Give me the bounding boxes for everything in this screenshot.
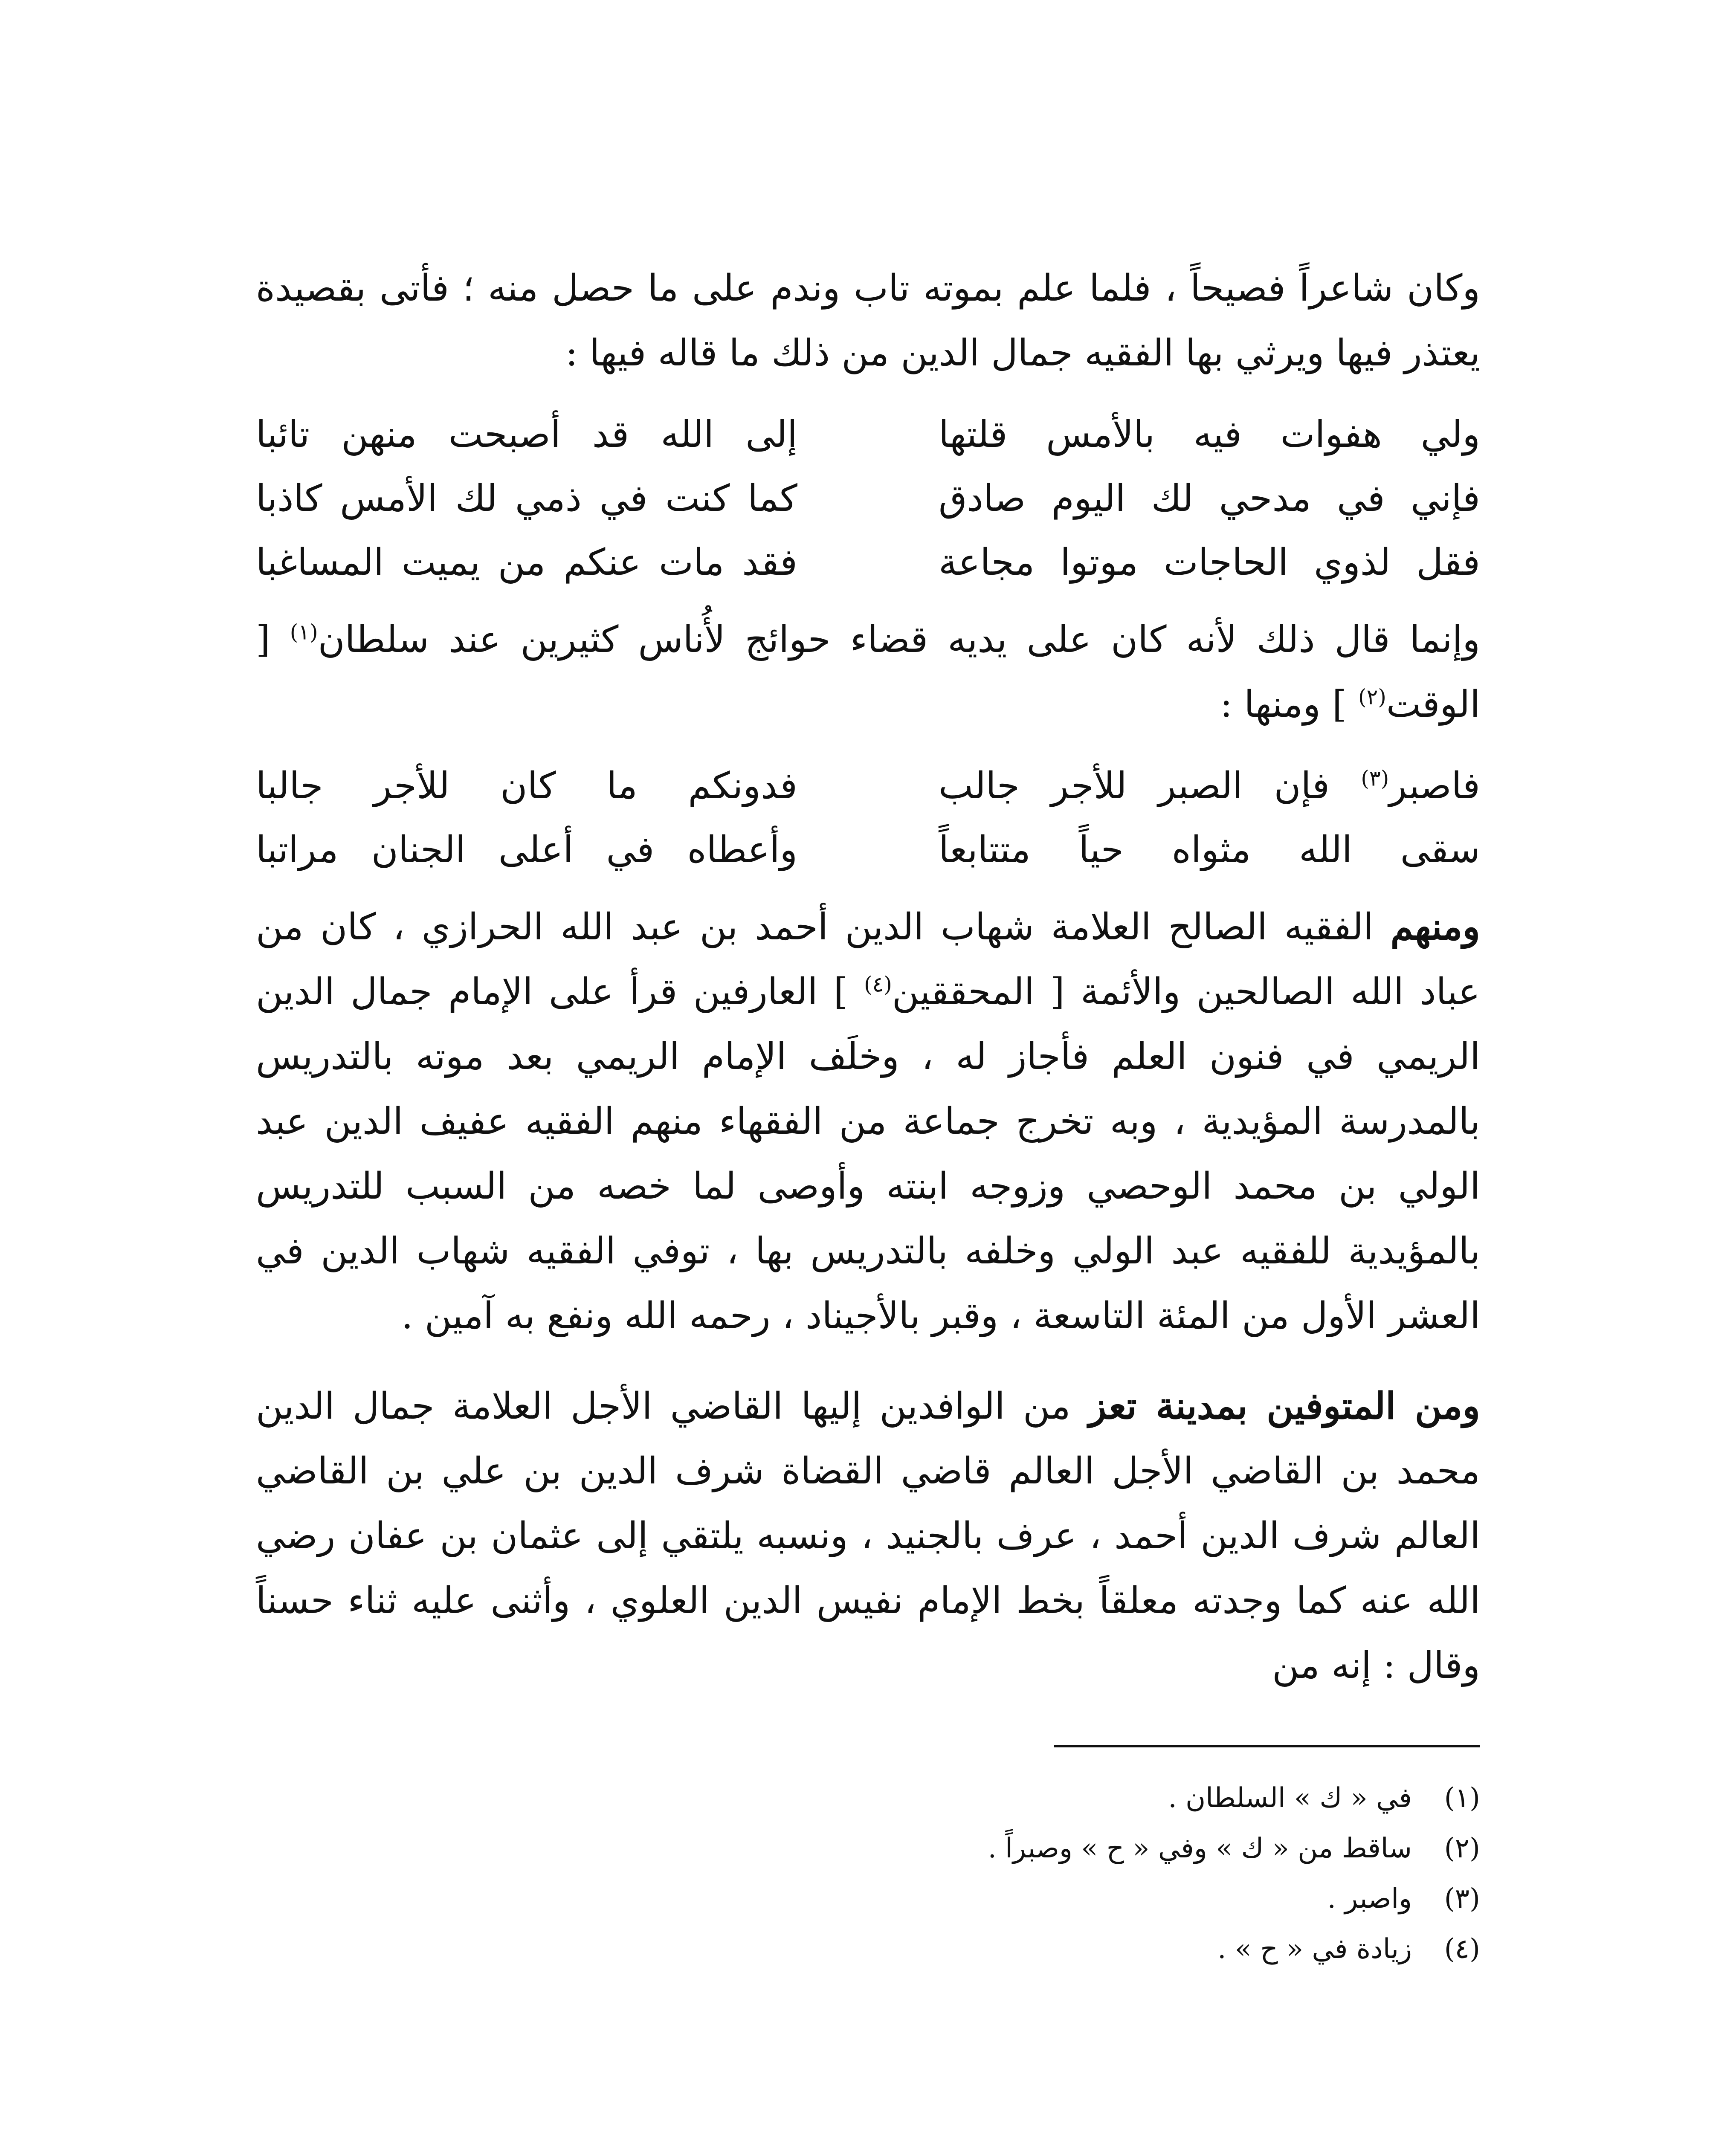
verse-second-half: كما كنت في ذمي لك الأمس كاذبا (256, 477, 797, 520)
paragraph-intro: وكان شاعراً فصيحاً ، فلما علم بموته تاب وندم على ما حصل منه ؛ فأتى بقصيدة يعتذر فيها ويرثي بها الفقيه جمال الدين من ذلك ما قاله فيها : (256, 267, 1480, 374)
verse-line (256, 754, 1480, 818)
footnote (256, 1823, 1480, 1874)
footnotes (256, 1773, 1480, 1974)
verse-second-half: فقد مات عنكم من يميت المساغبا (256, 541, 797, 584)
paragraph-harazi (256, 895, 1480, 1348)
verse-second-half: إلى الله قد أصبحت منهن تائبا (256, 413, 797, 456)
footnote-text: ساقط من « ك » وفي « ح » وصبراً . (988, 1833, 1412, 1864)
verse-first-half: فإني في مدحي لك اليوم صادق (939, 477, 1480, 520)
footnote-number: (١) (1444, 1782, 1480, 1814)
footnote (256, 1773, 1480, 1823)
verse-first-half: سقى الله مثواه حياً متتابعاً (939, 828, 1480, 871)
footnote-text: في « ك » السلطان . (1168, 1782, 1412, 1814)
verse-text: فاصبر (1389, 765, 1480, 807)
paragraph-text: من الوافدين إليها القاضي الأجل العلامة جمال الدين محمد بن القاضي الأجل العالم قاضي القضاة شرف الدين بن علي بن القاضي العالم شرف الدين أحمد ، عرف بالجنيد ، ونسبه يلتقي إلى عثمان بن عفان رضي الله عنه كما وجدته معلقاً بخط الإمام نفيس الدين العلوي ، وأثنى عليه ثناء حسناً وقال : إنه من (256, 1385, 1480, 1687)
paragraph-text: الفقيه الصالح العلامة شهاب الدين أحمد بن عبد الله الحرازي ، كان من عباد الله الصالحين والأئمة [ المحققين (256, 906, 1480, 1013)
footnote-text: زيادة في « ح » . (1217, 1933, 1412, 1965)
verse-second-half: وأعطاه في أعلى الجنان مراتبا (256, 828, 797, 871)
verse-second-half: فدونكم ما كان للأجر جالبا (256, 765, 797, 807)
paragraph-lead: ومن المتوفين بمدينة تعز (1088, 1385, 1480, 1428)
paragraph-lead: ومنهم (1390, 905, 1480, 948)
verse-text: فإن الصبر للأجر جالب (939, 765, 1361, 807)
paragraph-text: [ الوقت (256, 618, 1480, 726)
paragraph-text: ] العارفين قرأ على الإمام جمال الدين الريمي في فنون العلم فأجاز له ، وخلَف الإمام الريمي بعد موته بالتدريس بالمدرسة المؤيدية ، وبه تخرج جماعة من الفقهاء منهم الفقيه عفيف الدين عبد الولي بن محمد الوحصي وزوجه ابنته وأوصى لما خصه من السبب للتدريس بالمؤيدية للفقيه عبد الولي وخلفه بالتدريس بها ، توفي الفقيه شهاب الدين في العشر الأول من المئة التاسعة ، وقبر بالأجيناد ، رحمه الله ونفع به آمين . (256, 970, 1480, 1337)
footnote-divider (1054, 1745, 1480, 1747)
footnote-ref: (٤) (864, 972, 892, 997)
footnote (256, 1924, 1480, 1974)
footnote-number: (٢) (1444, 1833, 1480, 1864)
footnote-text: واصبر . (1327, 1883, 1412, 1915)
verse-line (256, 403, 1480, 466)
paragraph-text: ] ومنها : (1220, 683, 1347, 726)
footnote-number: (٤) (1444, 1933, 1480, 1965)
paragraph-sultan (256, 607, 1480, 737)
footnote-ref: (١) (290, 620, 318, 645)
verse-line (256, 466, 1480, 530)
paragraph-taiz (256, 1374, 1480, 1698)
poem-block-2 (256, 754, 1480, 882)
verse-line (256, 530, 1480, 594)
footnote-ref: (٣) (1361, 766, 1389, 791)
footnote (256, 1874, 1480, 1924)
footnote-number: (٣) (1444, 1883, 1480, 1915)
footnote-ref: (٢) (1358, 684, 1386, 710)
verse-first-half (939, 754, 1480, 818)
verse-first-half: فقل لذوي الحاجات موتوا مجاعة (939, 541, 1480, 584)
poem-block-1 (256, 403, 1480, 594)
verse-first-half: ولي هفوات فيه بالأمس قلتها (939, 413, 1480, 456)
paragraph-text: وإنما قال ذلك لأنه كان على يديه قضاء حوائج لأُناس كثيرين عند سلطان (318, 618, 1480, 661)
verse-line (256, 818, 1480, 882)
